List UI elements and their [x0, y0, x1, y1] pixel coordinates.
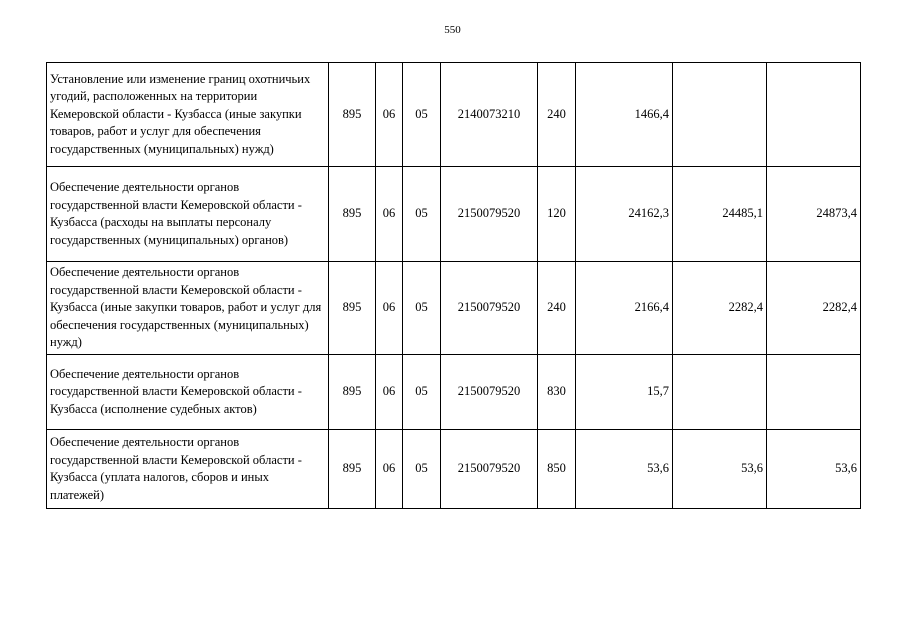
- expense-type-code: 850: [538, 430, 576, 509]
- amount-year-3: 53,6: [767, 430, 861, 509]
- table-row: [47, 355, 861, 430]
- table-row: [47, 430, 861, 509]
- amount-year-1: 2166,4: [576, 262, 673, 355]
- amount-year-2: [673, 355, 767, 430]
- ministry-code: 895: [329, 63, 376, 167]
- ministry-code: 895: [329, 355, 376, 430]
- amount-year-3: [767, 355, 861, 430]
- target-article-code: 2150079520: [441, 430, 538, 509]
- subsection-code: 05: [403, 430, 441, 509]
- amount-year-1: 24162,3: [576, 167, 673, 262]
- section-code: 06: [376, 355, 403, 430]
- amount-year-1: 15,7: [576, 355, 673, 430]
- amount-year-2: 53,6: [673, 430, 767, 509]
- section-code: 06: [376, 167, 403, 262]
- target-article-code: 2150079520: [441, 167, 538, 262]
- subsection-code: 05: [403, 355, 441, 430]
- row-description: Обеспечение деятельности органов государственной власти Кемеровской области - Кузбасса (уплата налогов, сборов и иных платежей): [47, 430, 329, 509]
- section-code: 06: [376, 430, 403, 509]
- ministry-code: 895: [329, 262, 376, 355]
- amount-year-3: [767, 63, 861, 167]
- ministry-code: 895: [329, 430, 376, 509]
- section-code: 06: [376, 63, 403, 167]
- table-row: [47, 167, 861, 262]
- row-description: Обеспечение деятельности органов государственной власти Кемеровской области - Кузбасса (исполнение судебных актов): [47, 355, 329, 430]
- expense-type-code: 240: [538, 63, 576, 167]
- section-code: 06: [376, 262, 403, 355]
- amount-year-2: 24485,1: [673, 167, 767, 262]
- target-article-code: 2150079520: [441, 355, 538, 430]
- row-description: Обеспечение деятельности органов государственной власти Кемеровской области - Кузбасса (иные закупки товаров, работ и услуг для обеспечения государственных (муниципальных) нужд): [47, 262, 329, 355]
- target-article-code: 2150079520: [441, 262, 538, 355]
- subsection-code: 05: [403, 167, 441, 262]
- amount-year-2: [673, 63, 767, 167]
- subsection-code: 05: [403, 262, 441, 355]
- budget-table: [46, 62, 861, 509]
- amount-year-3: 2282,4: [767, 262, 861, 355]
- page-number: 550: [444, 24, 461, 36]
- row-description: Установление или изменение границ охотничьих угодий, расположенных на территории Кемеровской области - Кузбасса (иные закупки товаров, работ и услуг для обеспечения государственных (муниципальных) нужд): [47, 63, 329, 167]
- expense-type-code: 240: [538, 262, 576, 355]
- ministry-code: 895: [329, 167, 376, 262]
- table-row: [47, 262, 861, 355]
- row-description: Обеспечение деятельности органов государственной власти Кемеровской области - Кузбасса (расходы на выплаты персоналу государственных (муниципальных) органов): [47, 167, 329, 262]
- target-article-code: 2140073210: [441, 63, 538, 167]
- amount-year-1: 1466,4: [576, 63, 673, 167]
- subsection-code: 05: [403, 63, 441, 167]
- amount-year-3: 24873,4: [767, 167, 861, 262]
- table-row: [47, 63, 861, 167]
- amount-year-2: 2282,4: [673, 262, 767, 355]
- amount-year-1: 53,6: [576, 430, 673, 509]
- expense-type-code: 120: [538, 167, 576, 262]
- expense-type-code: 830: [538, 355, 576, 430]
